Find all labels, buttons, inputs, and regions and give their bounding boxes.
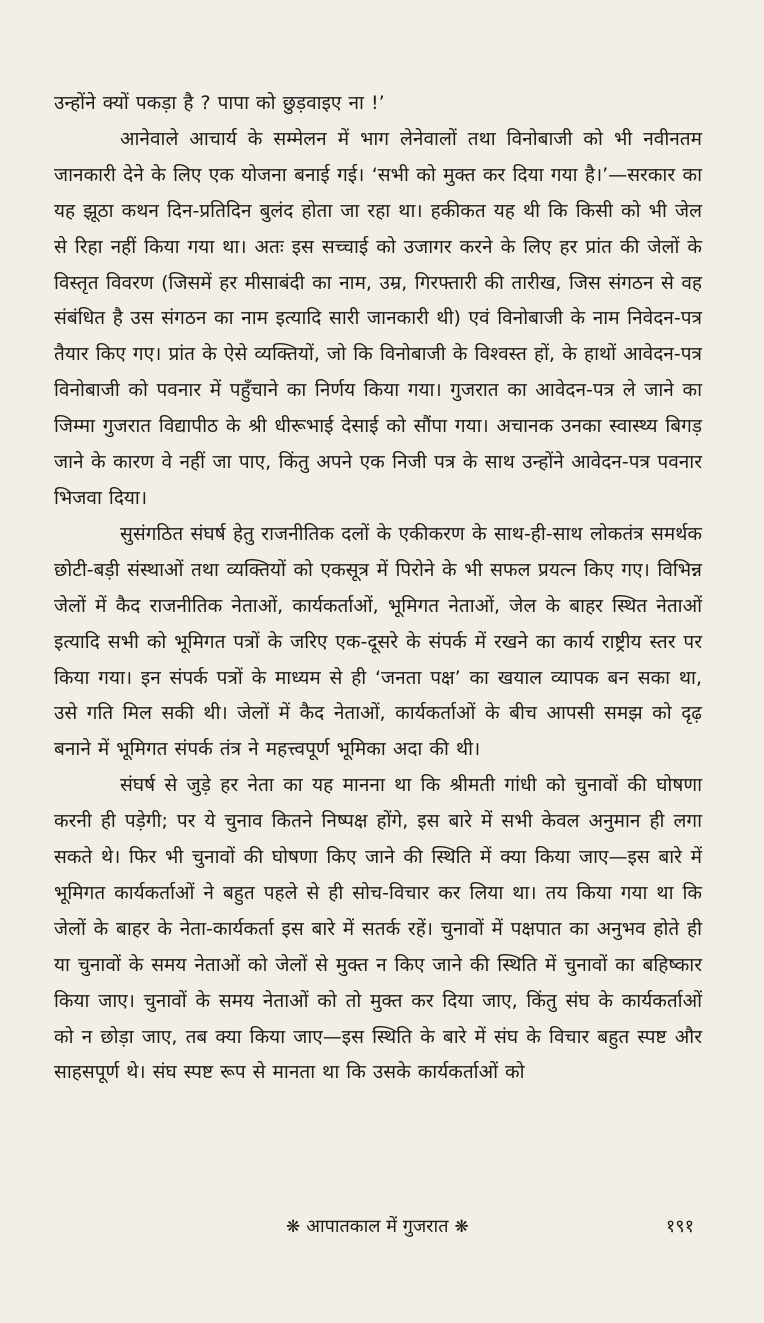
- ornament-star-icon: ❋: [286, 1217, 301, 1237]
- page-footer: [0, 1212, 764, 1244]
- paragraph-continuation: उन्होंने क्यों पकड़ा है ? पापा को छुड़वाइए ना !’: [54, 92, 385, 114]
- paragraph-elections: संघर्ष से जुड़े हर नेता का यह मानना था कि श्रीमती गांधी को चुनावों की घोषणा करनी ही पड़ेगी; पर ये चुनाव कितने निष्पक्ष होंगे, इस बारे में सभी केवल अनुमान ही लगा सकते थे। फिर भी चुनावों की घोषणा किए जाने की स्थिति में क्या किया जाए—इस बारे में भूमिगत कार्यकर्ताओं ने बहुत पहले से ही सोच-विचार कर लिया था। तय किया गया था कि जेलों के बाहर के नेता-कार्यकर्ता इस बारे में सतर्क रहें। चुनावों में पक्षपात का अनुभव होते ही या चुनावों के समय नेताओं को जेलों से मुक्त न किए जाने की स्थिति में चुनावों का बहिष्कार किया जाए। चुनावों के समय नेताओं को तो मुक्त कर दिया जाए, किंतु संघ के कार्यकर्ताओं को न छोड़ा जाए, तब क्या किया जाए—इस स्थिति के बारे में संघ के विचार बहुत स्पष्ट और साहसपूर्ण थे। संघ स्पष्ट रूप से मानता था कि उसके कार्यकर्ताओं को: [54, 774, 702, 1084]
- body-text: [54, 86, 702, 1091]
- running-title-text: आपातकाल में गुजरात: [306, 1216, 449, 1237]
- paragraph-organized-struggle: सुसंगठित संघर्ष हेतु राजनीतिक दलों के एकीकरण के साथ-ही-साथ लोकतंत्र समर्थक छोटी-बड़ी संस्थाओं तथा व्यक्तियों को एकसूत्र में पिरोने के भी सफल प्रयत्न किए गए। विभिन्न जेलों में कैद राजनीतिक नेताओं, कार्यकर्ताओं, भूमिगत नेताओं, जेल के बाहर स्थित नेताओं इत्यादि सभी को भूमिगत पत्रों के जरिए एक-दूसरे के संपर्क में रखने का कार्य राष्ट्रीय स्तर पर किया गया। इन संपर्क पत्रों के माध्यम से ही ‘जनता पक्ष’ का खयाल व्यापक बन सका था, उसे गति मिल सकी थी। जेलों में कैद नेताओं, कार्यकर्ताओं के बीच आपसी समझ को दृढ़ बनाने में भूमिगत संपर्क तंत्र ने महत्त्वपूर्ण भूमिका अदा की थी।: [54, 522, 702, 761]
- running-title: [286, 1212, 469, 1242]
- page-number: १९१: [665, 1216, 694, 1237]
- paragraph-vinobaji-petition: आनेवाले आचार्य के सम्मेलन में भाग लेनेवालों तथा विनोबाजी को भी नवीनतम जानकारी देने के लिए एक योजना बनाई गई। ‘सभी को मुक्त कर दिया गया है।’—सरकार का यह झूठा कथन दिन-प्रतिदिन बुलंद होता जा रहा था। हकीकत यह थी कि किसी को भी जेल से रिहा नहीं किया गया था। अतः इस सच्चाई को उजागर करने के लिए हर प्रांत की जेलों के विस्तृत विवरण (जिसमें हर मीसाबंदी का नाम, उम्र, गिरफ्तारी की तारीख, जिस संगठन से वह संबंधित है उस संगठन का नाम इत्यादि सारी जानकारी थी) एवं विनोबाजी के नाम निवेदन-पत्र तैयार किए गए। प्रांत के ऐसे व्यक्तियों, जो कि विनोबाजी के विश्वस्त हों, के हाथों आवेदन-पत्र विनोबाजी को पवनार में पहुँचाने का निर्णय किया गया। गुजरात का आवेदन-पत्र ले जाने का जिम्मा गुजरात विद्यापीठ के श्री धीरूभाई देसाई को सौंपा गया। अचानक उनका स्वास्थ्य बिगड़ जाने के कारण वे नहीं जा पाए, किंतु अपने एक निजी पत्र के साथ उन्होंने आवेदन-पत्र पवनार भिजवा दिया।: [54, 127, 702, 509]
- ornament-star-icon: ❋: [454, 1217, 469, 1237]
